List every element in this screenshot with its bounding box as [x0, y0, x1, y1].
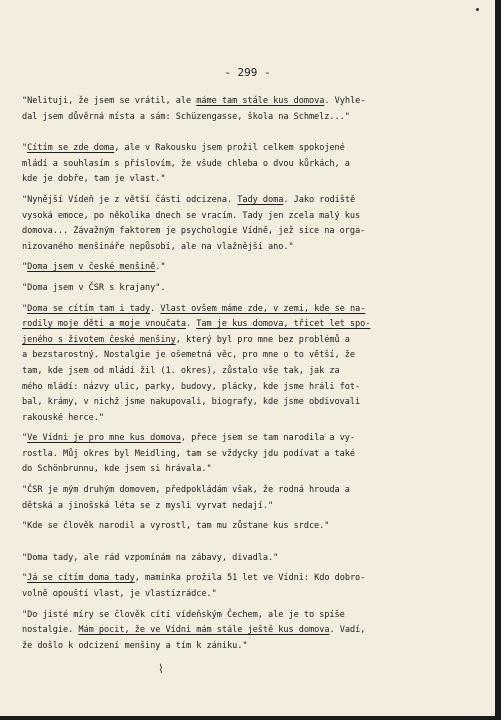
underlined-phrase: Doma jsem v české menšině	[27, 262, 156, 273]
underlined-phrase: Ve Vídni je pro mne kus domova	[27, 433, 181, 444]
text-segment: , který byl pro mne bez problémů a a bezstarostný. Nostalgie je ošemetná věc, pro mne o to větší, že tam, kde jsem od mládí žil (1. okres), zůstalo vše tak, jak za mého mládí: názvy ulic, parky, budovy, plácky, kde jsme hráli fot- bal, krámy, v nichž jsme nakupovali, biografy, kde jsme obdivovali rakouské herce."	[22, 334, 361, 423]
text-segment: "	[22, 573, 28, 584]
underlined-phrase: Doma se cítím tam i tady	[27, 303, 151, 314]
quote-paragraph	[22, 551, 492, 567]
quote-paragraph	[22, 483, 492, 514]
underlined-phrase: Vlast ovšem máme zde, v zemi, kde se na- rodily moje děti a moje vnoučata	[22, 303, 366, 330]
quote-paragraph	[22, 571, 492, 602]
underlined-phrase: Tam je kus domova, třicet let spo- jeného s životem české menšiny	[22, 319, 371, 345]
text-segment: "Nynější Vídeň je z větší části odcizena.	[22, 194, 238, 205]
text-segment: , přece jsem se tam narodila a vy- rostla. Můj okres byl Meidling, tam se vždycky jdu podívat a také do Schönbrunnu, kde jsem si hrávala."	[22, 433, 356, 475]
text-segment: "Do jisté míry se člověk cítí vídeňským Čechem, ale je to spíše nostalgie.	[22, 609, 345, 636]
page-number: - 299 -	[224, 66, 271, 79]
text-segment: "	[22, 433, 28, 444]
underlined-phrase: Tady doma	[237, 194, 284, 205]
text-segment: .	[185, 319, 197, 330]
underlined-phrase: Já se cítím doma tady	[27, 573, 135, 584]
quote-paragraph	[22, 431, 492, 478]
text-segment: .	[150, 303, 161, 314]
quote-paragraph	[22, 141, 492, 188]
quote-paragraph	[22, 193, 492, 255]
text-segment: "Doma jsem v ČSR s krajany".	[22, 282, 166, 293]
quote-paragraph	[22, 281, 492, 297]
underlined-phrase: Mám pocit, že ve Vídni mám stále ještě kus domova	[78, 625, 330, 636]
pencil-mark: ⌇	[158, 662, 164, 676]
text-segment: . Vadí, že došlo k odcizení menšiny a tím k zániku."	[22, 625, 366, 651]
text-segment: "	[22, 143, 28, 154]
text-segment: . Jako rodiště vysoká emoce, po několika dnech se vracím. Tady jen zcela malý kus domova... Závažným faktorem je psychologie Vídně, jež sice na orga- nizovaného menšináře nepůsobí, ale na vlažnější ano."	[22, 194, 366, 252]
text-segment: "	[22, 303, 28, 314]
text-segment: "	[22, 262, 28, 273]
quote-paragraph	[22, 519, 492, 535]
quote-paragraph	[22, 302, 492, 427]
quote-paragraph	[22, 260, 492, 276]
text-segment: "Kde se člověk narodil a vyrostl, tam mu zůstane kus srdce."	[22, 521, 330, 532]
text-segment: . Vyhle- dal jsem důvěrná místa a sám: Schüzengasse, škola na Schmelz..."	[22, 96, 366, 122]
quote-paragraph	[22, 94, 492, 125]
text-segment: "Nelituji, že jsem se vrátil, ale	[22, 96, 197, 106]
underlined-phrase: Cítím se zde doma	[27, 143, 115, 154]
quote-list	[22, 94, 492, 659]
text-segment: , maminka prožila 51 let ve Vídni: Kdo dobro- volně opouští vlast, je vlastizrádce."	[22, 573, 366, 600]
ink-dot	[476, 8, 479, 11]
quote-paragraph	[22, 608, 492, 655]
text-segment: ."	[155, 262, 166, 273]
text-segment: "ČSR je mým druhým domovem, předpokládám však, že rodná hrouda a dětská a jinošská léta se z mysli vyrvat nedají."	[22, 485, 350, 511]
underlined-phrase: máme tam stále kus domova	[196, 96, 325, 106]
text-segment: "Doma tady, ale rád vzpomínám na zábavy, divadla."	[22, 552, 279, 563]
text-segment: , ale v Rakousku jsem prožil celkem spokojené mládí a souhlasím s příslovím, že všude chleba o dvou kůrkách, a kde je dobře, tam je vlast."	[22, 143, 350, 185]
